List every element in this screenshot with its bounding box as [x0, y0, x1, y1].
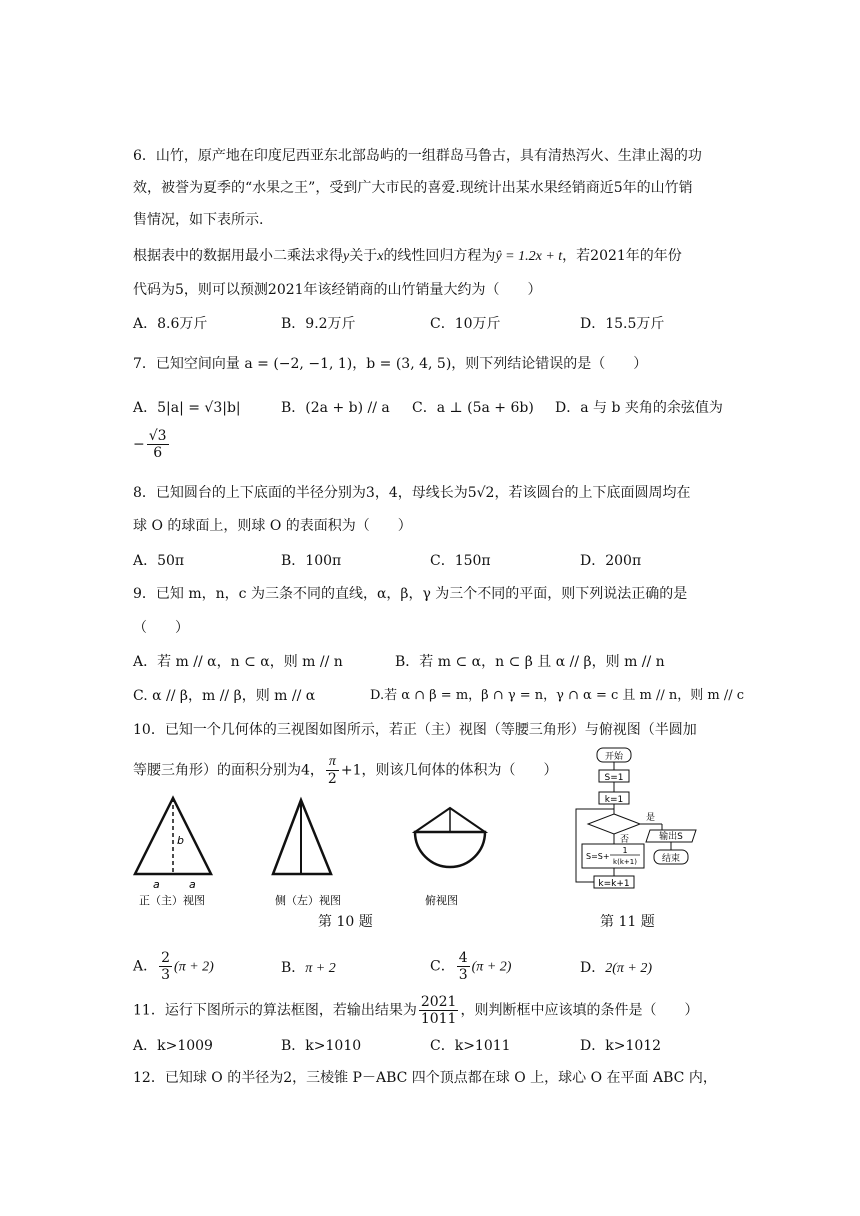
q6-line3: 售情况，如下表所示. — [133, 212, 264, 228]
q12-line1: 12．已知球 O 的半径为2，三棱锥 P－ABC 四个顶点都在球 O 上，球心 O 在平面 ABC 内， — [133, 1070, 717, 1086]
q6-option-b: B．9.2万斤 — [281, 316, 356, 332]
frac-numerator: π — [326, 754, 339, 771]
option-letter: A． — [133, 958, 158, 975]
top-view — [415, 808, 485, 867]
side-view — [273, 800, 331, 874]
q9-option-a: A．若 m // α，n ⊂ α，则 m // n — [133, 654, 343, 670]
caption-q10: 第 10 题 — [318, 914, 373, 930]
side-view-label: 侧（左）视图 — [275, 894, 341, 907]
q8-option-b: B．100π — [281, 553, 342, 569]
q7-option-b: B．(2a + b) // a — [281, 400, 390, 416]
frac-denominator: 1011 — [420, 1011, 457, 1027]
flow-no: 否 — [620, 835, 630, 845]
caption-q11: 第 11 题 — [600, 914, 655, 930]
flow-k-init: k=1 — [604, 795, 624, 805]
frac-numerator: 2 — [161, 950, 171, 966]
label-a: a — [189, 878, 196, 891]
q11-option-b: B．k>1010 — [281, 1038, 362, 1054]
frac-denominator: 3 — [161, 967, 171, 983]
q10-line1: 10．已知一个几何体的三视图如图所示，若正（主）视图（等腰三角形）与俯视图（半圆加 — [133, 722, 697, 738]
q10-text: 等腰三角形）的面积分别为4， — [133, 762, 324, 779]
frac-denominator: 2 — [327, 771, 337, 787]
q11-text: ，则判断框中应该填的条件是（ ） — [460, 1002, 699, 1019]
q6-option-d: D．15.5万斤 — [580, 316, 665, 332]
q6-text: 根据表中的数据用最小二乘法求得 — [133, 248, 343, 264]
q9-option-d: D.若 α ∩ β = m，β ∩ γ = n，γ ∩ α = c 且 m // n，则 m // c — [370, 688, 745, 703]
q10-line2 — [133, 754, 557, 787]
q6-line1: 6．山竹，原产地在印度尼西亚东北部岛屿的一组群岛马鲁古，具有清热泻火、生津止渴的功 — [133, 148, 702, 164]
flow-end: 结束 — [661, 854, 681, 864]
minus-sign: − — [133, 436, 145, 453]
option-expr: π + 2 — [305, 961, 336, 976]
option-expr: 2(π + 2) — [605, 961, 653, 976]
option-expr: (π + 2) — [471, 959, 512, 975]
q6-option-a: A．8.6万斤 — [133, 316, 208, 332]
flow-update-k: k=k+1 — [598, 879, 630, 889]
q11-text: 11．运行下图所示的算法框图，若输出结果为 — [133, 1002, 417, 1019]
option-letter: B． — [281, 960, 306, 976]
frac-numerator: 4 — [458, 950, 468, 966]
q8-option-d: D．200π — [580, 553, 642, 569]
top-view-label: 俯视图 — [425, 894, 458, 907]
q11-option-d: D．k>1012 — [580, 1038, 662, 1054]
q6-text: ，若2021年的年份 — [562, 248, 682, 264]
q9-option-c: C. α // β，m // β，则 m // α — [133, 688, 316, 704]
q6-line2: 效，被誉为夏季的“水果之王”，受到广大市民的喜爱.现统计出某水果经销商近5年的山竹销 — [133, 180, 693, 196]
q7-option-d-value — [133, 428, 171, 461]
q9-line2: （ ） — [133, 620, 189, 636]
label-a: a — [153, 878, 160, 891]
q8-option-c: C．150π — [430, 553, 491, 569]
flow-s-init: S=1 — [604, 773, 624, 783]
q7-option-a: A．5|a| = √3|b| — [133, 400, 241, 416]
q6-var-y: y — [343, 249, 350, 264]
q6-line5: 代码为5，则可以预测2021年该经销商的山竹销量大约为（ ） — [133, 282, 542, 298]
q10-text: +1，则该几何体的体积为（ ） — [340, 762, 558, 779]
option-expr: (π + 2) — [174, 959, 214, 975]
q10-option-c — [430, 950, 511, 983]
q7-option-c: C．a ⊥ (5a + 6b) — [412, 400, 534, 416]
frac-numerator: √3 — [148, 428, 167, 444]
label-b: b — [177, 834, 184, 847]
frac-denominator: 6 — [153, 445, 163, 461]
three-views-figure — [125, 790, 515, 910]
q6-text: 关于 — [349, 248, 378, 264]
q10-option-d — [580, 950, 652, 979]
frac-denominator: 3 — [458, 967, 468, 983]
q8-line1: 8．已知圆台的上下底面的半径分别为3，4，母线长为5√2，若该圆台的上下底面圆周均在 — [133, 485, 691, 501]
q11-stem — [133, 994, 698, 1027]
q10-option-b — [281, 950, 336, 979]
q8-line2: 球 O 的球面上，则球 O 的表面积为（ ） — [133, 518, 412, 534]
q6-var-x: x — [377, 249, 384, 264]
q6-text: 的线性回归方程为 — [383, 248, 496, 264]
q6-regression-equation: ŷ = 1.2x + t — [495, 249, 563, 264]
q11-option-c: C．k>1011 — [430, 1038, 511, 1054]
front-view — [135, 798, 211, 891]
q7-option-d: D．a 与 b 夹角的余弦值为 — [555, 400, 723, 416]
q11-option-a: A．k>1009 — [133, 1038, 213, 1054]
q6-line4 — [133, 246, 682, 267]
q9-line1: 9．已知 m，n，c 为三条不同的直线，α，β，γ 为三个不同的平面，则下列说法正确的是 — [133, 586, 688, 602]
option-letter: C． — [430, 958, 455, 975]
option-letter: D． — [580, 960, 606, 976]
q8-option-a: A．50π — [133, 553, 185, 569]
flow-start: 开始 — [604, 752, 624, 762]
flow-update-den: k(k+1) — [613, 858, 637, 866]
q9-option-b: B．若 m ⊂ α，n ⊂ β 且 α // β，则 m // n — [395, 654, 665, 670]
q10-option-a — [133, 950, 214, 983]
q6-option-c: C．10万斤 — [430, 316, 501, 332]
flowchart-figure — [572, 744, 710, 896]
flow-yes: 是 — [646, 813, 656, 823]
frac-numerator: 2021 — [420, 994, 457, 1010]
flow-update-s: S=S+ — [586, 852, 610, 861]
flow-update-num: 1 — [622, 846, 628, 855]
q7-stem: 7．已知空间向量 a = (−2, −1, 1)，b = (3, 4, 5)，则下列结论错误的是（ ） — [133, 356, 648, 372]
flow-output: 输出S — [659, 832, 683, 842]
front-view-label: 正（主）视图 — [139, 894, 205, 907]
